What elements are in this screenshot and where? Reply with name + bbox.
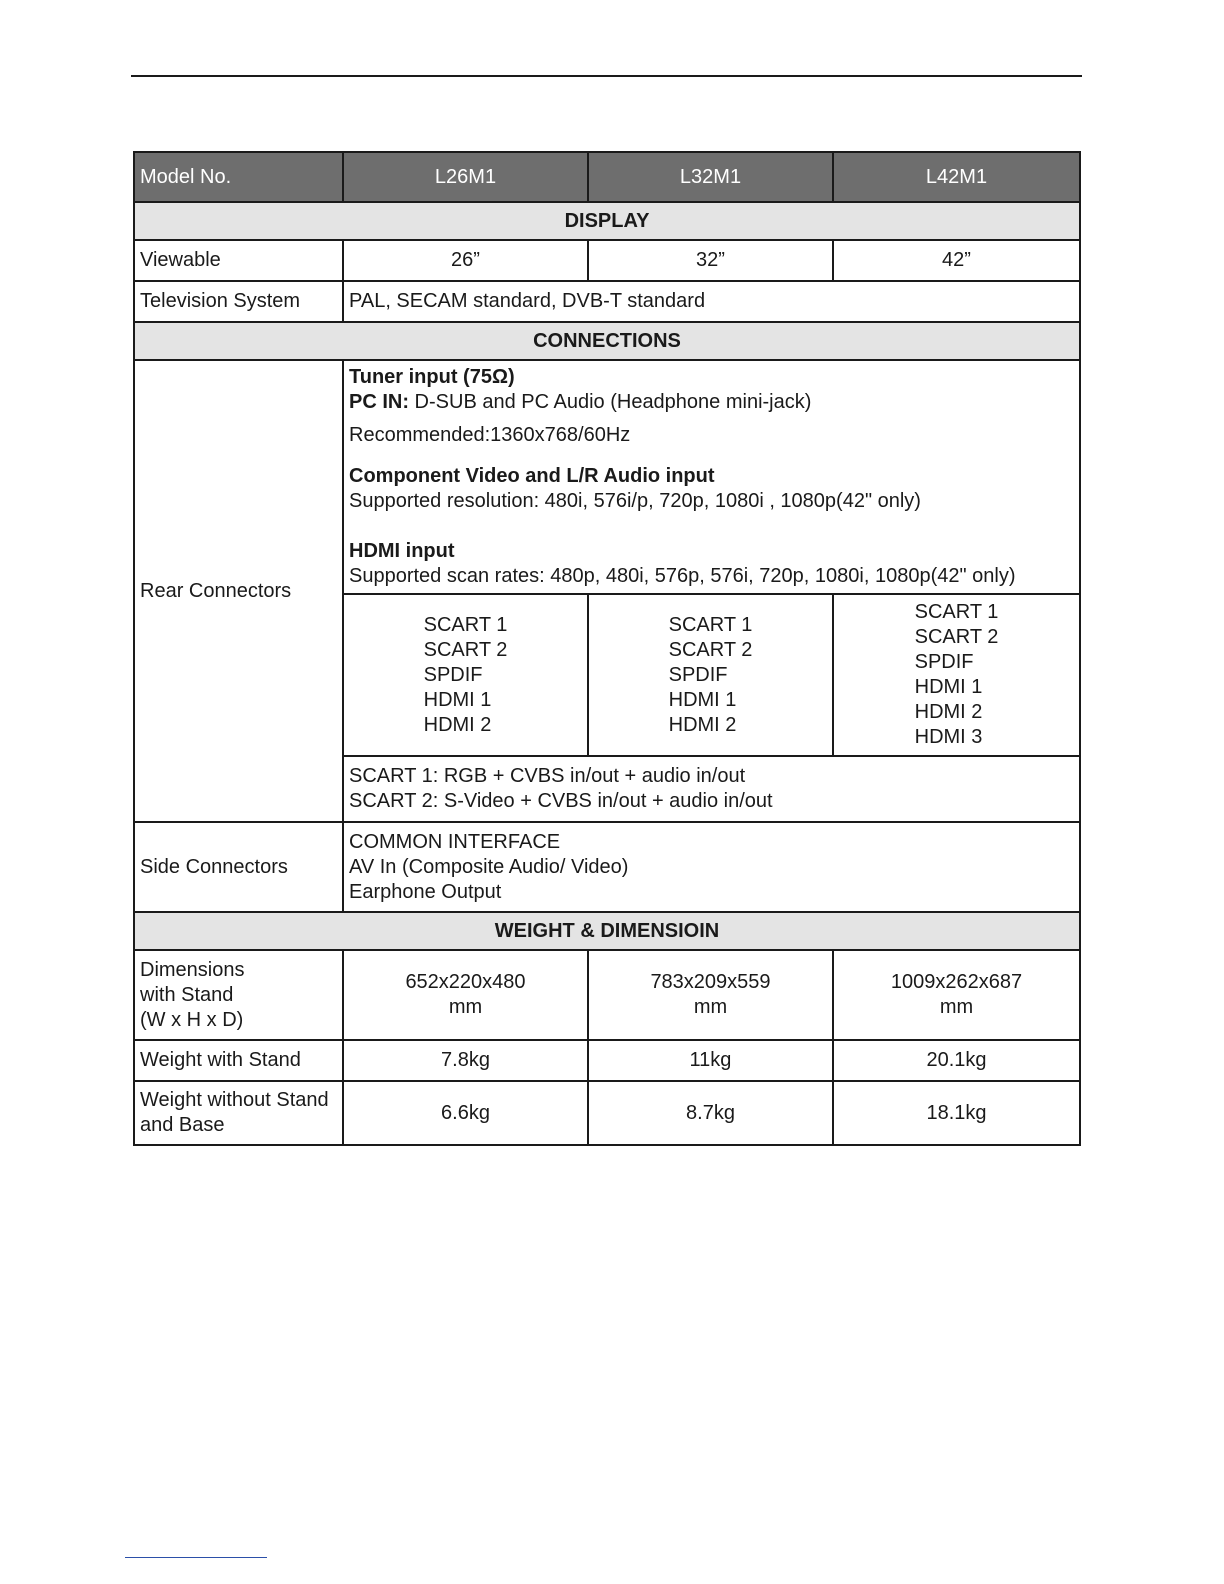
port-item: SCART 1 — [914, 601, 999, 623]
scart2-note: SCART 2: S-Video + CVBS in/out + audio in/out — [349, 790, 773, 812]
top-rule — [131, 75, 1082, 77]
hdmi-title: HDMI input — [349, 540, 455, 562]
weight-without-stand-l42m1: 18.1kg — [833, 1081, 1080, 1145]
weight-without-stand-label — [134, 1081, 343, 1145]
port-item: HDMI 3 — [914, 726, 983, 748]
weight-with-stand-l42m1: 20.1kg — [833, 1040, 1080, 1081]
section-connections: CONNECTIONS — [134, 322, 1080, 360]
port-item: SCART 2 — [423, 638, 508, 661]
section-display-row — [134, 202, 1080, 240]
weight-with-stand-l26m1: 7.8kg — [343, 1040, 588, 1081]
section-connections-row — [134, 322, 1080, 360]
dimensions-unit: mm — [693, 996, 728, 1018]
rear-info-row — [134, 360, 1080, 594]
port-item: HDMI 1 — [423, 688, 492, 711]
port-item: HDMI 2 — [423, 713, 492, 736]
header-row — [134, 152, 1080, 202]
spec-table — [133, 151, 1081, 1146]
dimensions-label-line: with Stand — [140, 983, 234, 1006]
viewable-label: Viewable — [134, 240, 343, 281]
ports-l42m1 — [833, 594, 1080, 756]
port-item: HDMI 2 — [668, 713, 737, 736]
side-connector-item: Earphone Output — [349, 880, 502, 903]
port-item: SPDIF — [668, 663, 728, 686]
weight-without-stand-label-line: and Base — [140, 1114, 225, 1136]
model-l32m1: L32M1 — [588, 152, 833, 202]
dimensions-unit: mm — [448, 996, 483, 1018]
rear-connectors-label: Rear Connectors — [134, 360, 343, 822]
section-display: DISPLAY — [134, 202, 1080, 240]
tv-system-row — [134, 281, 1080, 322]
recommended-resolution: Recommended:1360x768/60Hz — [349, 424, 631, 446]
side-connector-item: AV In (Composite Audio/ Video) — [349, 855, 629, 878]
tv-system-value: PAL, SECAM standard, DVB-T standard — [343, 281, 1080, 322]
port-item: SCART 1 — [668, 613, 753, 636]
dimensions-l32m1 — [588, 950, 833, 1040]
pc-in-text: D-SUB and PC Audio (Headphone mini-jack) — [409, 391, 812, 413]
port-item: SPDIF — [423, 663, 483, 686]
pc-in-label: PC IN: — [349, 391, 409, 413]
port-item: SCART 1 — [423, 613, 508, 636]
component-text: Supported resolution: 480i, 576i/p, 720p, 1080i , 1080p(42" only) — [349, 490, 921, 512]
model-l42m1: L42M1 — [833, 152, 1080, 202]
section-weight-row — [134, 912, 1080, 950]
port-item: HDMI 2 — [914, 701, 983, 723]
hdmi-text: Supported scan rates: 480p, 480i, 576p, 576i, 720p, 1080i, 1080p(42" only) — [349, 565, 1016, 587]
port-item: SCART 2 — [668, 638, 753, 661]
weight-without-stand-label-line: Weight without Stand — [140, 1089, 329, 1111]
dimensions-l42m1 — [833, 950, 1080, 1040]
viewable-l42m1: 42” — [833, 240, 1080, 281]
scart-notes — [343, 756, 1080, 822]
dimensions-label — [134, 950, 343, 1040]
dimensions-value: 652x220x480 — [405, 971, 526, 993]
tuner-input: Tuner input (75Ω) — [349, 366, 515, 388]
dimensions-l26m1 — [343, 950, 588, 1040]
ports-l32m1 — [588, 594, 833, 756]
tv-system-label: Television System — [134, 281, 343, 322]
ports-l26m1 — [343, 594, 588, 756]
pc-in — [349, 390, 1074, 415]
port-list-l42m1 — [915, 600, 999, 750]
weight-with-stand-label: Weight with Stand — [134, 1040, 343, 1081]
side-connectors-label: Side Connectors — [134, 822, 343, 912]
weight-without-stand-l32m1: 8.7kg — [588, 1081, 833, 1145]
dimensions-value: 783x209x559 — [650, 971, 771, 993]
weight-without-stand-l26m1: 6.6kg — [343, 1081, 588, 1145]
viewable-l32m1: 32” — [588, 240, 833, 281]
dimensions-label-line: Dimensions — [140, 958, 245, 981]
scart1-note: SCART 1: RGB + CVBS in/out + audio in/out — [349, 765, 746, 787]
port-list-l32m1 — [669, 613, 753, 738]
dimensions-value: 1009x262x687 — [890, 971, 1023, 993]
port-item: HDMI 1 — [668, 688, 737, 711]
rear-connectors-info — [343, 360, 1080, 594]
section-weight: WEIGHT & DIMENSIOIN — [134, 912, 1080, 950]
dimensions-label-line: (W x H x D) — [140, 1008, 244, 1031]
port-list-l26m1 — [424, 613, 508, 738]
weight-with-stand-row — [134, 1040, 1080, 1081]
viewable-row — [134, 240, 1080, 281]
dimensions-row — [134, 950, 1080, 1040]
dimensions-unit: mm — [939, 996, 974, 1018]
port-item: HDMI 1 — [914, 676, 983, 698]
viewable-l26m1: 26” — [343, 240, 588, 281]
port-item: SPDIF — [914, 651, 974, 673]
footer-rule — [125, 1557, 267, 1558]
side-connector-item: COMMON INTERFACE — [349, 830, 561, 853]
component-title: Component Video and L/R Audio input — [349, 465, 715, 487]
model-l26m1: L26M1 — [343, 152, 588, 202]
side-connectors-list — [343, 822, 1080, 912]
model-no-label: Model No. — [134, 152, 343, 202]
side-connectors-row — [134, 822, 1080, 912]
weight-with-stand-l32m1: 11kg — [588, 1040, 833, 1081]
port-item: SCART 2 — [914, 626, 999, 648]
weight-without-stand-row — [134, 1081, 1080, 1145]
